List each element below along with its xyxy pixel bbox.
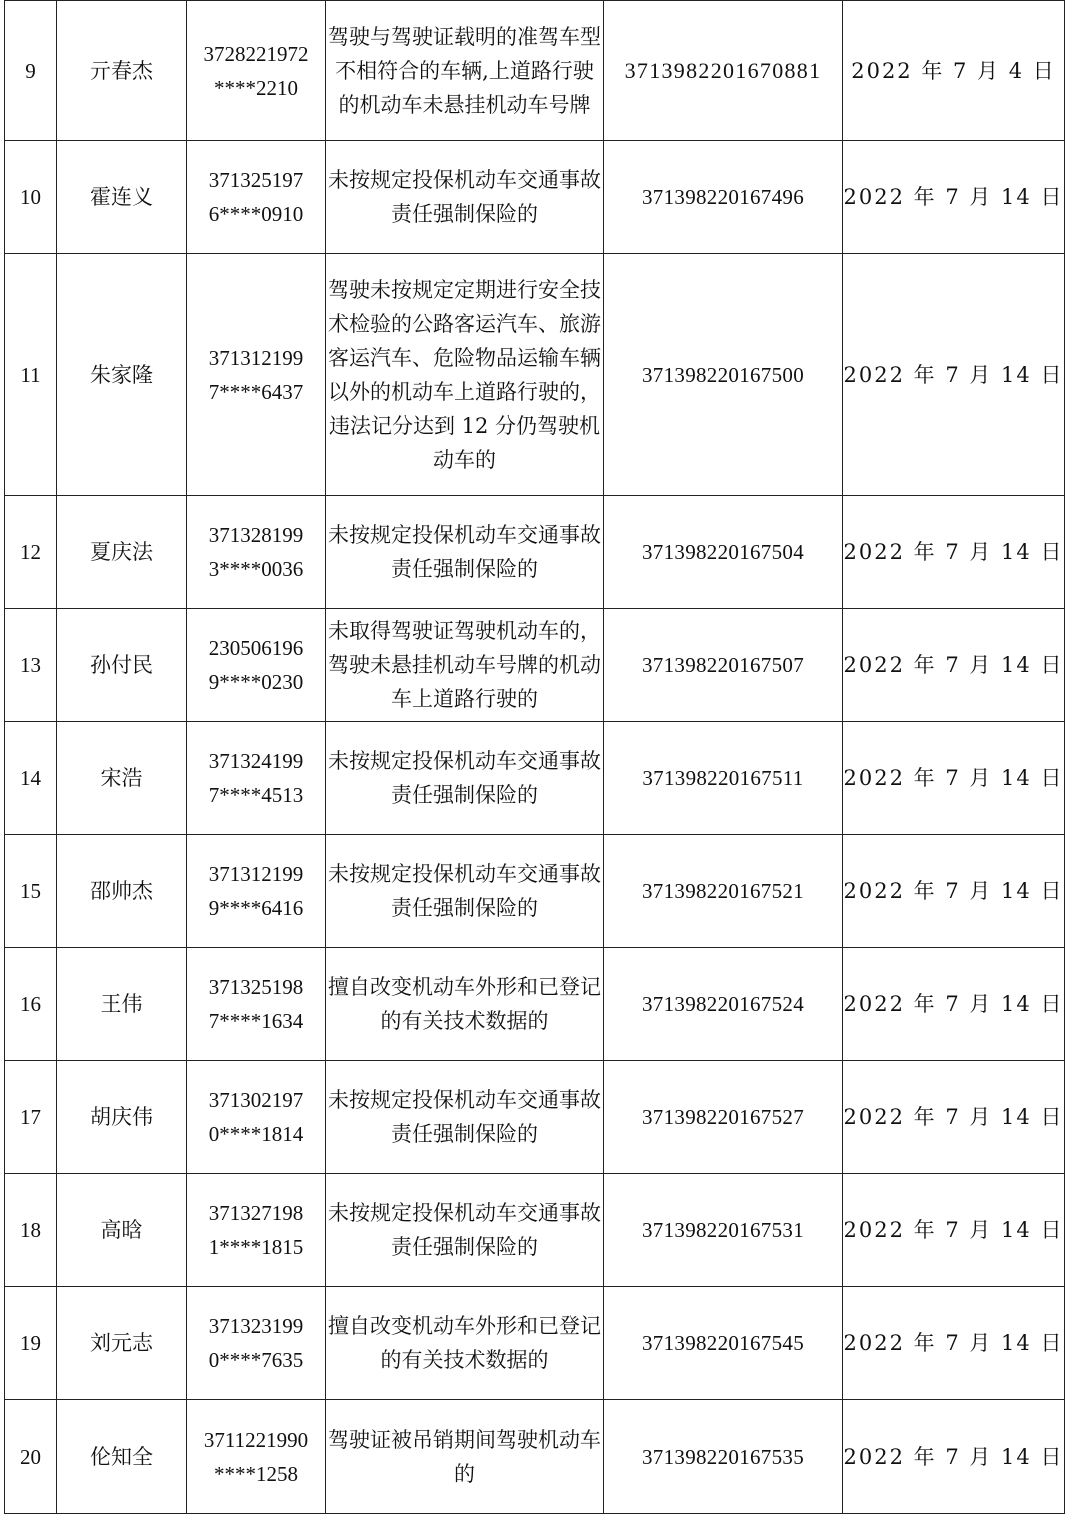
table-row: [5, 1287, 1065, 1400]
records-table: [4, 0, 1065, 1514]
id-number-cell: [187, 948, 326, 1061]
id-number-line-2: 3****0036: [208, 557, 304, 581]
row-number-cell: 15: [5, 835, 57, 948]
id-number-line-2: 0****1814: [208, 1122, 304, 1146]
date-cell: 2022 年 7 月 4 日: [843, 1, 1065, 141]
table-row: [5, 835, 1065, 948]
id-number-cell: [187, 1174, 326, 1287]
name-cell: 伦知全: [57, 1400, 187, 1514]
date-cell: 2022 年 7 月 14 日: [843, 609, 1065, 722]
row-number-cell: 17: [5, 1061, 57, 1174]
violation-cell: 未按规定投保机动车交通事故责任强制保险的: [326, 722, 604, 835]
table-row: [5, 1174, 1065, 1287]
row-number-cell: 12: [5, 496, 57, 609]
name-cell: 夏庆法: [57, 496, 187, 609]
date-cell: 2022 年 7 月 14 日: [843, 1061, 1065, 1174]
document-number-cell: 3713982201670881: [604, 1, 843, 141]
document-number-cell: 371398220167545: [604, 1287, 843, 1400]
row-number-cell: 19: [5, 1287, 57, 1400]
row-number-cell: 11: [5, 254, 57, 496]
id-number-line-1: 371312199: [208, 862, 304, 886]
table-row: [5, 722, 1065, 835]
date-cell: 2022 年 7 月 14 日: [843, 1287, 1065, 1400]
id-number-line-2: 9****6416: [208, 896, 304, 920]
name-cell: 亓春杰: [57, 1, 187, 141]
date-cell: 2022 年 7 月 14 日: [843, 141, 1065, 254]
id-number-line-1: 371328199: [208, 523, 304, 547]
id-number-line-1: 371325198: [208, 975, 304, 999]
id-number-line-2: 0****7635: [208, 1348, 304, 1372]
id-number-cell: [187, 1061, 326, 1174]
date-cell: 2022 年 7 月 14 日: [843, 496, 1065, 609]
name-cell: 宋浩: [57, 722, 187, 835]
id-number-line-2: ****1258: [214, 1461, 298, 1486]
id-number-line-1: 371324199: [208, 749, 304, 773]
table-row: [5, 1061, 1065, 1174]
table-row: [5, 1400, 1065, 1514]
id-number-cell: [187, 722, 326, 835]
violation-cell: 擅自改变机动车外形和已登记的有关技术数据的: [326, 948, 604, 1061]
name-cell: 霍连义: [57, 141, 187, 254]
row-number-cell: 13: [5, 609, 57, 722]
name-cell: 高晗: [57, 1174, 187, 1287]
id-number-line-2: 6****0910: [208, 202, 304, 226]
id-number-line-1: 3728221972: [203, 41, 309, 66]
table-row: [5, 609, 1065, 722]
date-cell: 2022 年 7 月 14 日: [843, 835, 1065, 948]
date-cell: 2022 年 7 月 14 日: [843, 1400, 1065, 1514]
id-number-line-1: 371327198: [208, 1201, 304, 1225]
id-number-cell: [187, 835, 326, 948]
name-cell: 王伟: [57, 948, 187, 1061]
date-cell: 2022 年 7 月 14 日: [843, 722, 1065, 835]
date-cell: 2022 年 7 月 14 日: [843, 948, 1065, 1061]
records-table-body: [5, 1, 1065, 1514]
row-number-cell: 18: [5, 1174, 57, 1287]
id-number-line-1: 371312199: [208, 345, 304, 370]
id-number-line-2: 7****4513: [208, 783, 304, 807]
table-row: [5, 1, 1065, 141]
document-number-cell: 371398220167531: [604, 1174, 843, 1287]
table-row: [5, 948, 1065, 1061]
id-number-cell: [187, 609, 326, 722]
document-number-cell: 371398220167535: [604, 1400, 843, 1514]
violation-cell: 未按规定投保机动车交通事故责任强制保险的: [326, 141, 604, 254]
id-number-line-1: 371302197: [208, 1088, 304, 1112]
document-number-cell: 371398220167504: [604, 496, 843, 609]
violation-cell: 驾驶与驾驶证载明的准驾车型不相符合的车辆,上道路行驶的机动车未悬挂机动车号牌: [326, 1, 604, 141]
id-number-line-2: ****2210: [214, 75, 298, 100]
id-number-line-2: 7****1634: [208, 1009, 304, 1033]
violation-cell: 未按规定投保机动车交通事故责任强制保险的: [326, 496, 604, 609]
id-number-line-2: 1****1815: [208, 1235, 304, 1259]
id-number-cell: [187, 1, 326, 141]
name-cell: 朱家隆: [57, 254, 187, 496]
document-number-cell: 371398220167507: [604, 609, 843, 722]
date-cell: 2022 年 7 月 14 日: [843, 1174, 1065, 1287]
id-number-line-1: 230506196: [208, 636, 304, 660]
violation-cell: 驾驶证被吊销期间驾驶机动车的: [326, 1400, 604, 1514]
id-number-cell: [187, 1400, 326, 1514]
id-number-line-2: 9****0230: [208, 670, 304, 694]
row-number-cell: 16: [5, 948, 57, 1061]
document-number-cell: 371398220167496: [604, 141, 843, 254]
name-cell: 孙付民: [57, 609, 187, 722]
violation-cell: 驾驶未按规定定期进行安全技术检验的公路客运汽车、旅游客运汽车、危险物品运输车辆以外的机动车上道路行驶的，违法记分达到 12 分仍驾驶机动车的: [326, 254, 604, 496]
document-number-cell: 371398220167521: [604, 835, 843, 948]
id-number-line-2: 7****6437: [208, 379, 304, 404]
document-number-cell: 371398220167527: [604, 1061, 843, 1174]
id-number-cell: [187, 496, 326, 609]
document-number-cell: 371398220167511: [604, 722, 843, 835]
id-number-line-1: 3711221990: [203, 1427, 309, 1452]
table-row: [5, 496, 1065, 609]
row-number-cell: 9: [5, 1, 57, 141]
violation-cell: 未按规定投保机动车交通事故责任强制保险的: [326, 1174, 604, 1287]
date-cell: 2022 年 7 月 14 日: [843, 254, 1065, 496]
table-row: [5, 141, 1065, 254]
table-row: [5, 254, 1065, 496]
document-number-cell: 371398220167524: [604, 948, 843, 1061]
name-cell: 胡庆伟: [57, 1061, 187, 1174]
name-cell: 邵帅杰: [57, 835, 187, 948]
violation-cell: 未按规定投保机动车交通事故责任强制保险的: [326, 1061, 604, 1174]
name-cell: 刘元志: [57, 1287, 187, 1400]
id-number-line-1: 371325197: [208, 168, 304, 192]
id-number-cell: [187, 1287, 326, 1400]
row-number-cell: 14: [5, 722, 57, 835]
document-number-cell: 371398220167500: [604, 254, 843, 496]
row-number-cell: 20: [5, 1400, 57, 1514]
row-number-cell: 10: [5, 141, 57, 254]
violation-cell: 未按规定投保机动车交通事故责任强制保险的: [326, 835, 604, 948]
id-number-line-1: 371323199: [208, 1314, 304, 1338]
id-number-cell: [187, 254, 326, 496]
violation-cell: 擅自改变机动车外形和已登记的有关技术数据的: [326, 1287, 604, 1400]
violation-cell: 未取得驾驶证驾驶机动车的，驾驶未悬挂机动车号牌的机动车上道路行驶的: [326, 609, 604, 722]
id-number-cell: [187, 141, 326, 254]
